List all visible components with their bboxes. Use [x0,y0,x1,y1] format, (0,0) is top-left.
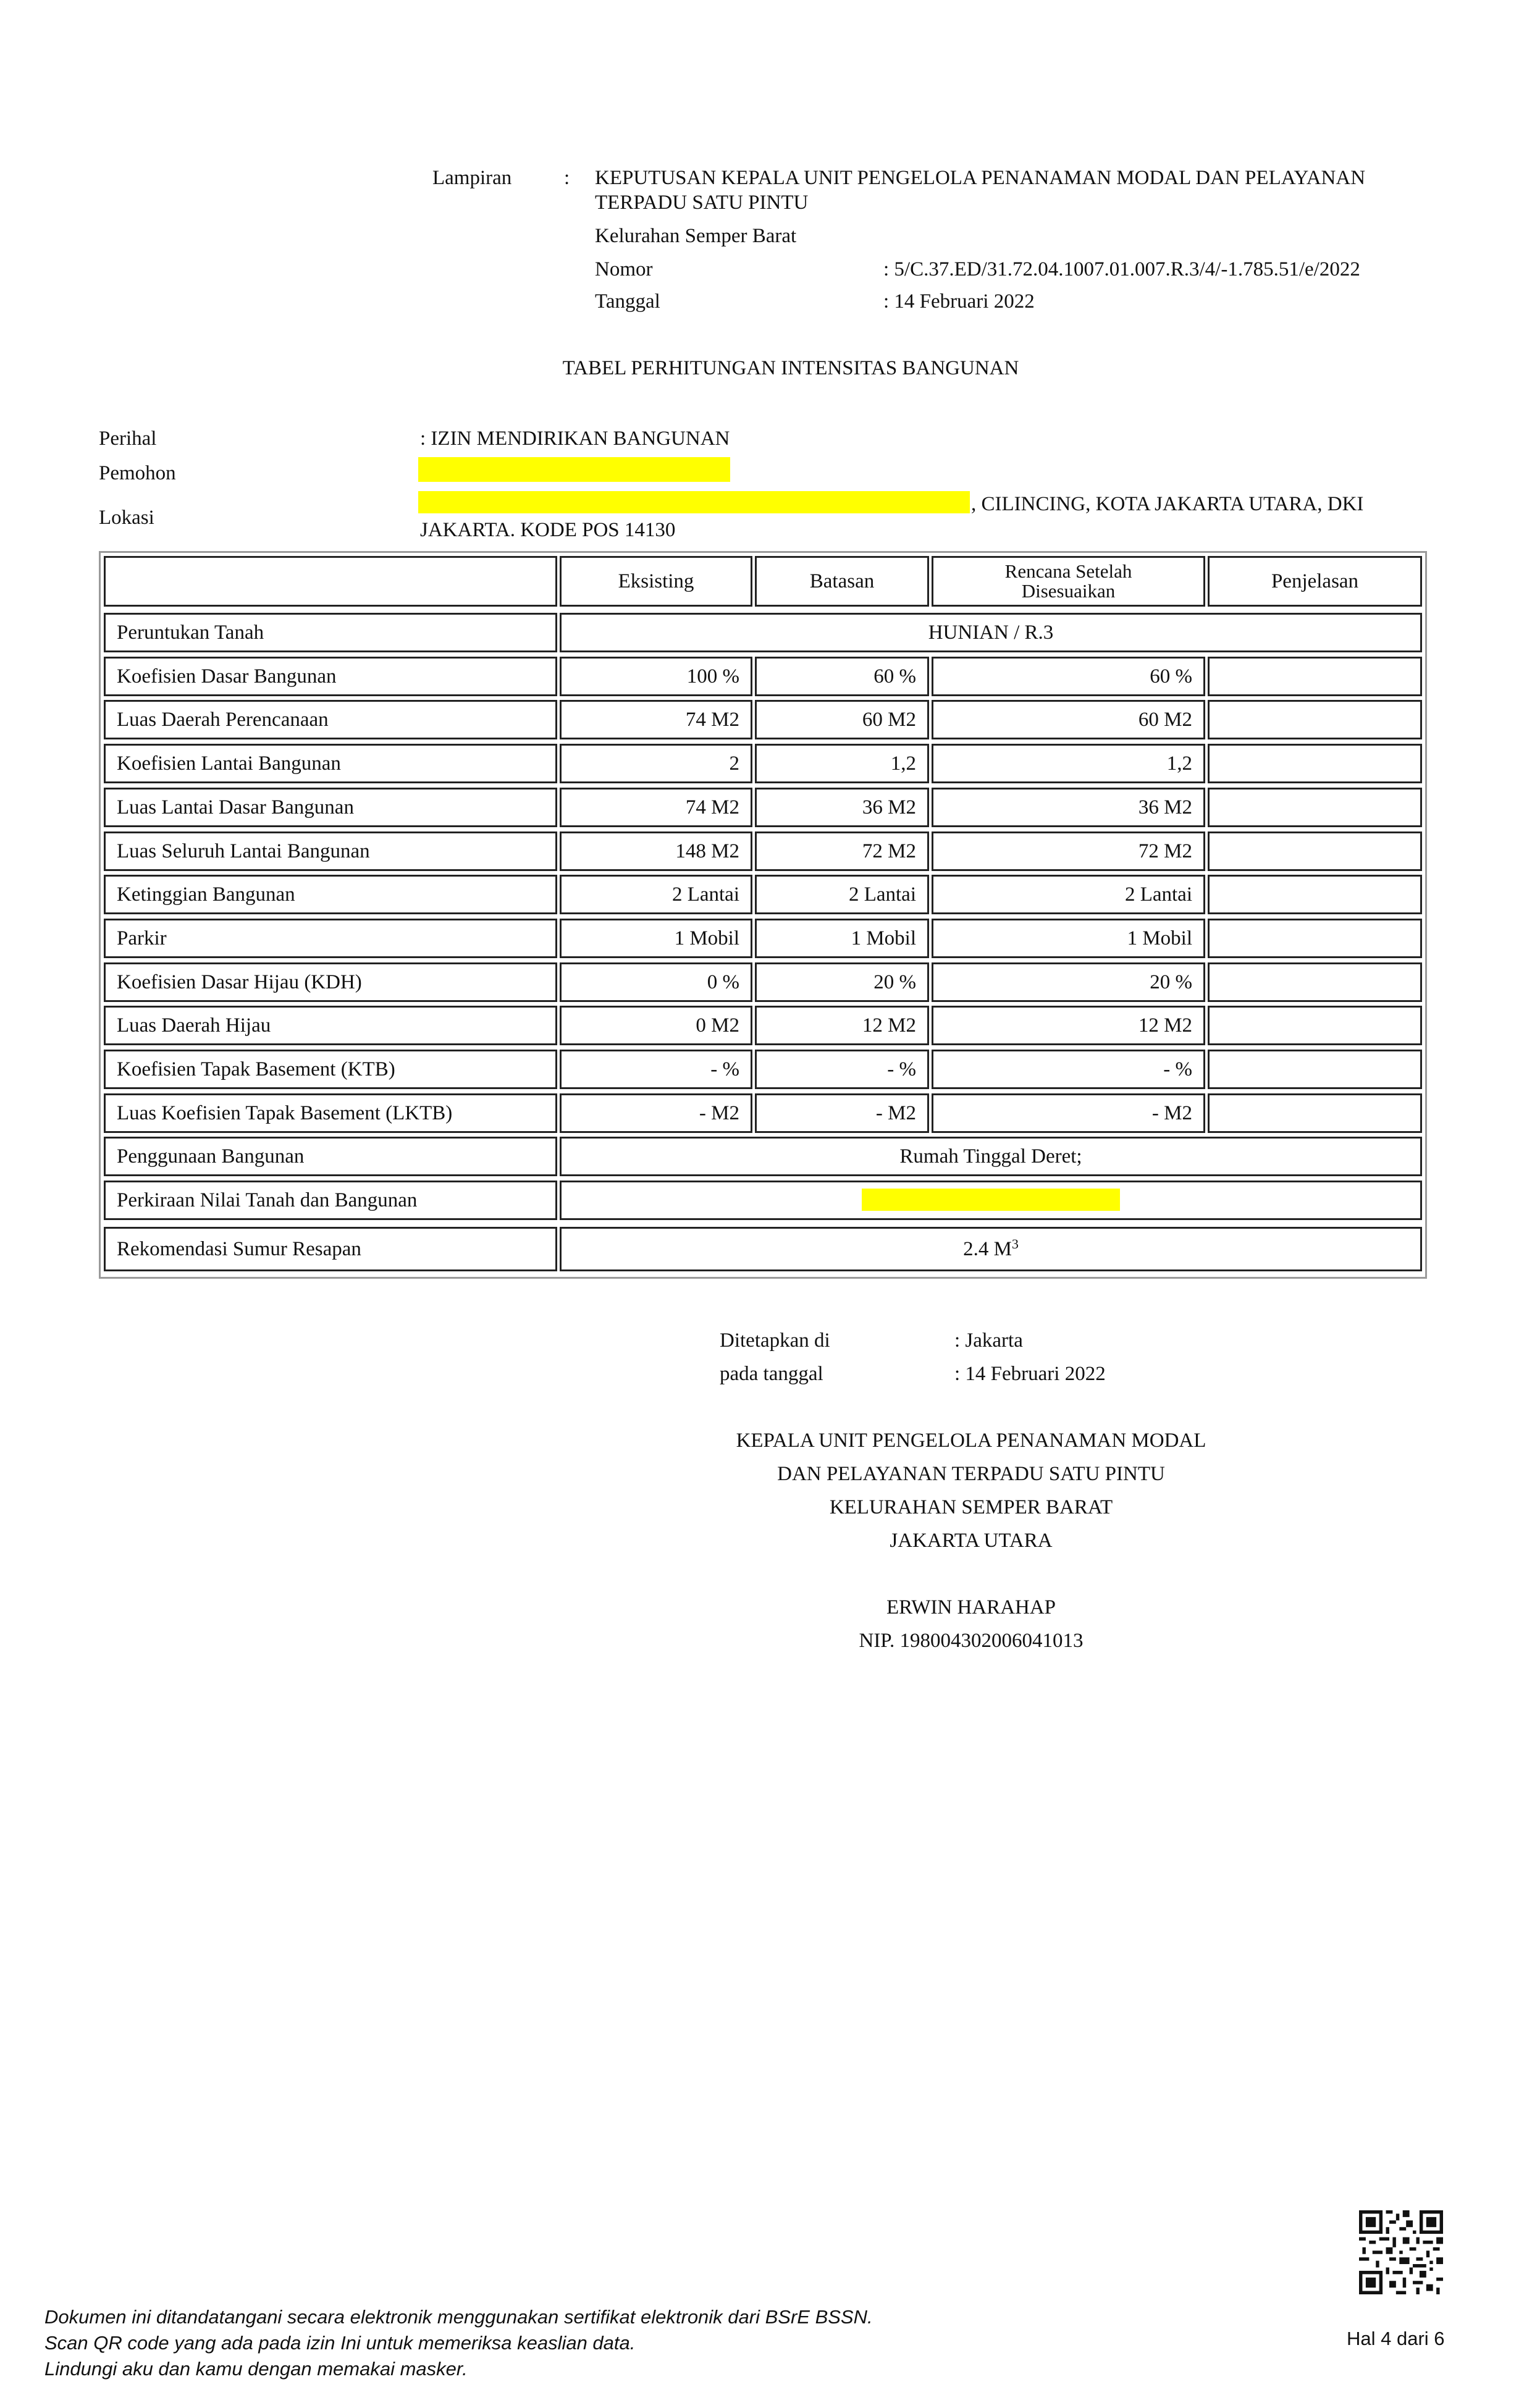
signatory-nip: NIP. 198004302006041013 [859,1630,1084,1652]
lokasi-line2: JAKARTA. KODE POS 14130 [420,519,676,541]
row-label: Luas Lantai Dasar Bangunan [104,788,557,827]
tanggal-label: Tanggal [595,290,660,313]
header-rencana [932,556,1205,607]
cell-eksisting: 0 % [560,962,752,1002]
pada-tanggal-value: : 14 Februari 2022 [954,1363,1106,1385]
cell-eksisting: - M2 [560,1093,752,1133]
cell-eksisting: 74 M2 [560,700,752,739]
cell-batasan: 1 Mobil [755,919,929,958]
lokasi-label: Lokasi [99,507,154,529]
row-label: Perkiraan Nilai Tanah dan Bangunan [104,1181,557,1220]
table-title: TABEL PERHITUNGAN INTENSITAS BANGUNAN [562,357,1019,379]
row-label: Ketinggian Bangunan [104,875,557,914]
cell-batasan: 12 M2 [755,1006,929,1045]
merged-value-text: HUNIAN / R.3 [928,621,1054,644]
header-batasan: Batasan [755,556,929,607]
cell-rencana: - % [932,1050,1205,1089]
cell-rencana: 36 M2 [932,788,1205,827]
cell-batasan: - % [755,1050,929,1089]
cell-rencana: 60 % [932,657,1205,696]
redacted-pemohon [418,457,730,482]
row-merged-value [560,1137,1422,1176]
kelurahan-name: Kelurahan Semper Barat [595,225,797,247]
header-blank-cell [104,556,557,607]
signatory-title-line3: KELURAHAN SEMPER BARAT [829,1496,1113,1518]
cell-eksisting: 0 M2 [560,1006,752,1045]
row-label: Koefisien Tapak Basement (KTB) [104,1050,557,1089]
row-label: Koefisien Dasar Hijau (KDH) [104,962,557,1002]
perihal-label: Perihal [99,427,157,450]
cell-rencana: 1,2 [932,744,1205,783]
row-merged-value [560,1227,1422,1271]
cell-penjelasan [1208,919,1422,958]
pada-tanggal-label: pada tanggal [720,1363,823,1385]
row-label: Luas Koefisien Tapak Basement (LKTB) [104,1093,557,1133]
cell-batasan: 2 Lantai [755,875,929,914]
cell-batasan: 20 % [755,962,929,1002]
header-eksisting: Eksisting [560,556,752,607]
ditetapkan-label: Ditetapkan di [720,1329,830,1352]
cell-penjelasan [1208,1093,1422,1133]
row-label: Luas Daerah Perencanaan [104,700,557,739]
cell-batasan: - M2 [755,1093,929,1133]
lokasi-line1: , CILINCING, KOTA JAKARTA UTARA, DKI [971,493,1364,515]
footer-line3: Lindungi aku dan kamu dengan memakai masker. [44,2358,468,2380]
row-label: Peruntukan Tanah [104,613,557,652]
footer-line1: Dokumen ini ditandatangani secara elektronik menggunakan sertifikat elektronik dari BSrE BSSN. [44,2306,873,2328]
cell-eksisting: - % [560,1050,752,1089]
redacted-lokasi-address [418,491,970,513]
cell-rencana: 12 M2 [932,1006,1205,1045]
cell-batasan: 72 M2 [755,831,929,871]
cell-penjelasan [1208,700,1422,739]
cell-eksisting: 1 Mobil [560,919,752,958]
cell-penjelasan [1208,962,1422,1002]
cell-penjelasan [1208,831,1422,871]
page-number: Hal 4 dari 6 [1347,2328,1445,2349]
perihal-value: : IZIN MENDIRIKAN BANGUNAN [420,427,730,450]
merged-value-superscript: 3 [1011,1236,1019,1252]
signatory-title-line2: DAN PELAYANAN TERPADU SATU PINTU [777,1463,1165,1485]
tanggal-value: : 14 Februari 2022 [883,290,1035,313]
row-label: Koefisien Dasar Bangunan [104,657,557,696]
cell-batasan: 36 M2 [755,788,929,827]
footer-line2: Scan QR code yang ada pada izin Ini untuk memeriksa keaslian data. [44,2332,636,2354]
header-rencana-line2: Disesuaikan [1021,580,1116,602]
nomor-value: : 5/C.37.ED/31.72.04.1007.01.007.R.3/4/-1.785.51/e/2022 [883,258,1360,280]
signatory-title-line1: KEPALA UNIT PENGELOLA PENANAMAN MODAL [736,1429,1206,1452]
cell-rencana: 72 M2 [932,831,1205,871]
row-label: Penggunaan Bangunan [104,1137,557,1176]
cell-batasan: 60 M2 [755,700,929,739]
cell-eksisting: 148 M2 [560,831,752,871]
signatory-title-line4: JAKARTA UTARA [890,1530,1053,1552]
row-label: Parkir [104,919,557,958]
cell-eksisting: 2 [560,744,752,783]
nomor-label: Nomor [595,258,653,280]
header-penjelasan: Penjelasan [1208,556,1422,607]
cell-penjelasan [1208,744,1422,783]
cell-rencana: - M2 [932,1093,1205,1133]
cell-penjelasan [1208,875,1422,914]
decision-title-line2: TERPADU SATU PINTU [595,192,809,214]
cell-batasan: 60 % [755,657,929,696]
cell-penjelasan [1208,1006,1422,1045]
signatory-name: ERWIN HARAHAP [886,1596,1056,1619]
decision-title-line1: KEPUTUSAN KEPALA UNIT PENGELOLA PENANAMAN MODAL DAN PELAYANAN [595,167,1366,189]
qr-code-icon [1359,2210,1443,2294]
cell-rencana: 1 Mobil [932,919,1205,958]
redacted-nilai-value [862,1189,1120,1211]
pemohon-label: Pemohon [99,462,176,484]
row-merged-value [560,1181,1422,1220]
row-label: Koefisien Lantai Bangunan [104,744,557,783]
cell-penjelasan [1208,788,1422,827]
header-rencana-line1: Rencana Setelah [1004,560,1132,582]
lampiran-label: Lampiran [432,167,512,189]
row-label: Luas Seluruh Lantai Bangunan [104,831,557,871]
cell-eksisting: 74 M2 [560,788,752,827]
merged-value-text: 2.4 M [963,1238,1012,1260]
cell-batasan: 1,2 [755,744,929,783]
cell-eksisting: 100 % [560,657,752,696]
cell-rencana: 2 Lantai [932,875,1205,914]
row-label: Rekomendasi Sumur Resapan [104,1227,557,1271]
cell-rencana: 60 M2 [932,700,1205,739]
ditetapkan-value: : Jakarta [954,1329,1023,1352]
cell-penjelasan [1208,657,1422,696]
row-label: Luas Daerah Hijau [104,1006,557,1045]
lampiran-colon: : [564,167,570,189]
cell-eksisting: 2 Lantai [560,875,752,914]
row-merged-value [560,613,1422,652]
cell-rencana: 20 % [932,962,1205,1002]
cell-penjelasan [1208,1050,1422,1089]
merged-value-text: Rumah Tinggal Deret; [899,1145,1082,1168]
